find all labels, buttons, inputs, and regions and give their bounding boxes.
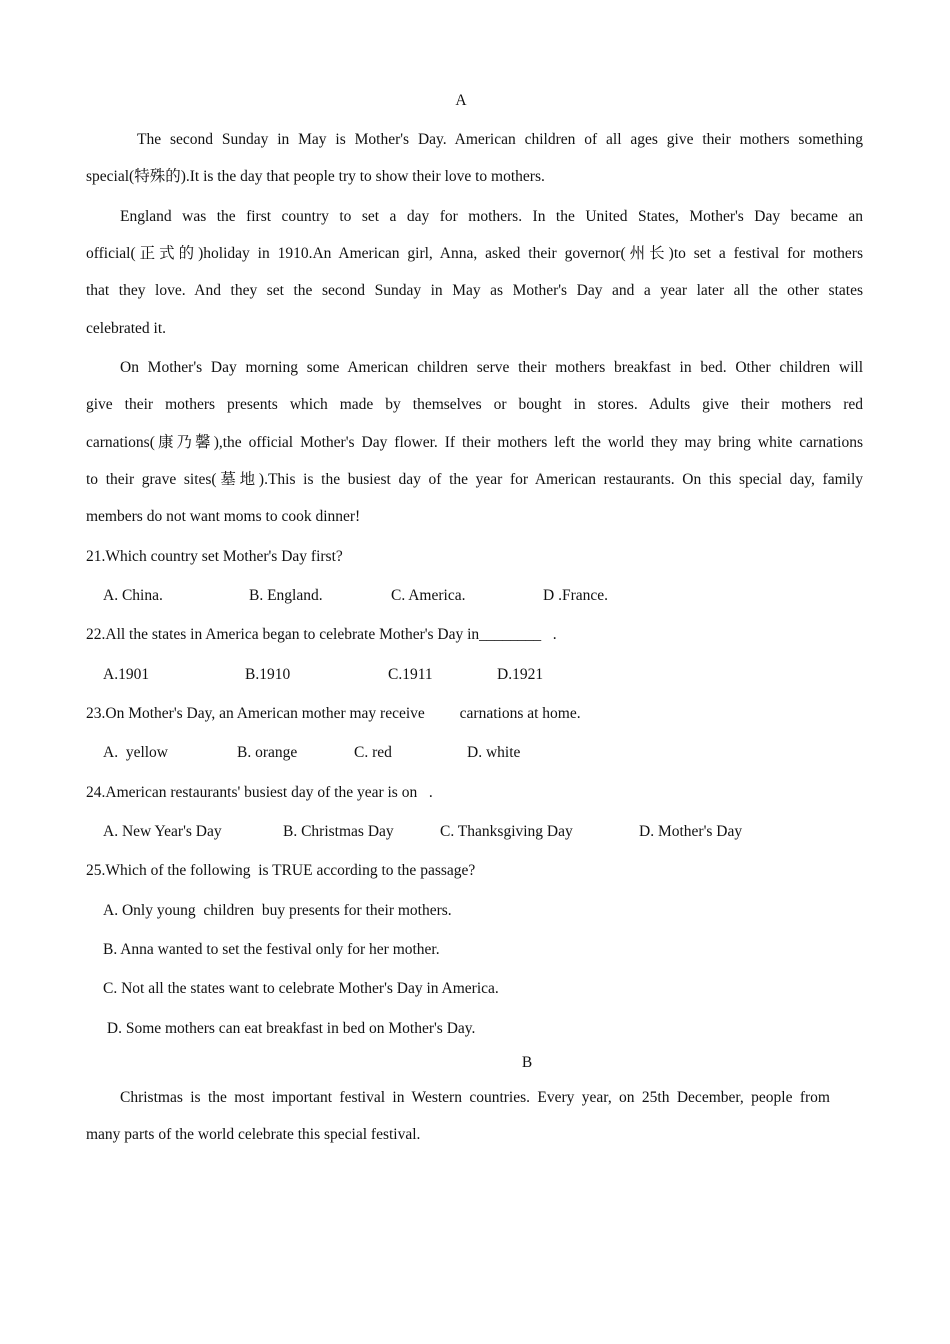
- question-25-option-d: D. Some mothers can eat breakfast in bed on Mother's Day.: [103, 1020, 476, 1037]
- question-22-option-c: C.1911: [388, 666, 433, 683]
- question-24-option-b: B. Christmas Day: [283, 823, 394, 840]
- passage-a-p1-line-1: The second Sunday in May is Mother's Day. American children of all ages give their mothers something: [137, 131, 863, 148]
- question-23-option-a: A. yellow: [103, 744, 169, 761]
- question-24-option-c: C. Thanksgiving Day: [440, 823, 573, 840]
- passage-a-p3-line-4: to their grave sites(墓地).This is the busiest day of the year for American restaurants. On this special day, family: [86, 471, 863, 488]
- passage-a-p1-line-2: special(特殊的).It is the day that people try to show their love to mothers.: [86, 168, 545, 185]
- section-a-title: A: [455, 92, 467, 109]
- question-24-option-d: D. Mother's Day: [639, 823, 743, 840]
- passage-a-p3-line-1: On Mother's Day morning some American children serve their mothers breakfast in bed. Other children will: [120, 359, 863, 376]
- question-25-option-c: C. Not all the states want to celebrate Mother's Day in America.: [103, 980, 499, 997]
- question-25-stem: 25.Which of the following is TRUE according to the passage?: [86, 862, 476, 879]
- question-22-option-d: D.1921: [497, 666, 544, 683]
- passage-b-p1-line-2: many parts of the world celebrate this special festival.: [86, 1126, 421, 1143]
- section-b-title: B: [521, 1054, 533, 1071]
- passage-a-p2-line-2: official(正式的)holiday in 1910.An American girl, Anna, asked their governor(州长)to set a festival for mothers: [86, 245, 863, 262]
- question-23-option-c: C. red: [354, 744, 392, 761]
- question-21-stem: 21.Which country set Mother's Day first?: [86, 548, 343, 565]
- question-24-stem: 24.American restaurants' busiest day of the year is on .: [86, 784, 433, 801]
- passage-a-p3-line-3: carnations(康乃馨),the official Mother's Day flower. If their mothers left the world they may bring white carnations: [86, 434, 863, 451]
- question-23-option-b: B. orange: [237, 744, 298, 761]
- question-22-option-a: A.1901: [103, 666, 150, 683]
- question-25-option-b: B. Anna wanted to set the festival only for her mother.: [103, 941, 440, 958]
- question-23-stem: 23.On Mother's Day, an American mother may receive carnations at home.: [86, 705, 581, 722]
- passage-a-p2-line-4: celebrated it.: [86, 320, 167, 337]
- passage-a-p3-line-2: give their mothers presents which made by themselves or bought in stores. Adults give their mothers red: [86, 396, 863, 413]
- question-22-option-b: B.1910: [245, 666, 291, 683]
- question-23-option-d: D. white: [467, 744, 521, 761]
- question-24-option-a: A. New Year's Day: [103, 823, 222, 840]
- question-22-stem: 22.All the states in America began to celebrate Mother's Day in________ .: [86, 626, 557, 643]
- question-21-option-c: C. America.: [391, 587, 466, 604]
- question-25-option-a: A. Only young children buy presents for their mothers.: [103, 902, 452, 919]
- passage-a-p2-line-3: that they love. And they set the second Sunday in May as Mother's Day and a year later all the other states: [86, 282, 863, 299]
- passage-b-p1-line-1: Christmas is the most important festival in Western countries. Every year, on 25th December, people from: [120, 1089, 830, 1106]
- passage-a-p3-line-5: members do not want moms to cook dinner!: [86, 508, 361, 525]
- question-21-option-a: A. China.: [103, 587, 163, 604]
- question-21-option-d: D .France.: [543, 587, 608, 604]
- question-21-option-b: B. England.: [249, 587, 323, 604]
- passage-a-p2-line-1: England was the first country to set a day for mothers. In the United States, Mother's Day became an: [120, 208, 863, 225]
